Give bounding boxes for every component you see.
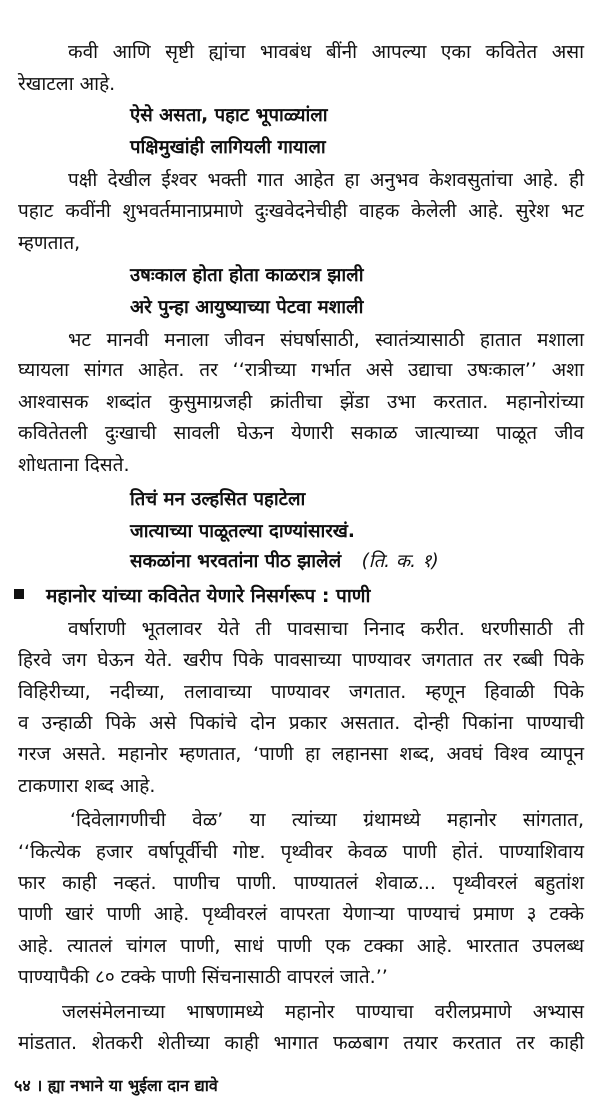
square-bullet-icon	[14, 589, 24, 599]
verse-line: तिचं मन उल्हसित पहाटेला	[130, 489, 306, 510]
verse-line: ऐसे असता, पहाट भूपाळ्यांला	[130, 105, 328, 126]
text-line: टाकणारा शब्द आहे.	[18, 775, 156, 797]
text-line: पाणी खारं पाणी आहे. पृथ्वीवरलं वापरता येणाऱ्या पाण्याचं प्रमाण ३ टक्के	[18, 903, 584, 925]
text-line: म्हणतात,	[18, 232, 81, 254]
text-line: कवी आणि सृष्टी ह्यांचा भावबंध बींनी आपल्या एका कवितेत असा	[68, 41, 584, 63]
text-line: घ्यायला सांगत आहेत. तर ‘‘रात्रीच्या गर्भात असे उद्याचा उषःकाल’’ अशा	[18, 359, 584, 381]
text-line: जलसंमेलनाच्या भाषणामध्ये महानोर पाण्याचा वरीलप्रमाणे अभ्यास	[62, 1001, 584, 1023]
section-heading	[14, 584, 370, 608]
text-line: आहे. त्यातलं चांगल पाणी, साधं पाणी एक टक्का आहे. भारतात उपलब्ध	[18, 935, 584, 957]
page-footer: ५४ । ह्या नभाने या भुईला दान द्यावे	[14, 1076, 218, 1095]
text-line: विहिरीच्या, नदीच्या, तलावाच्या पाण्यावर जगतात. म्हणून हिवाळी पिके	[18, 681, 584, 703]
text-line: कवितेतली दुःखाची सावली घेऊन येणारी सकाळ जात्याच्या पाळूत जीव	[18, 422, 584, 444]
verse-line: अरे पुन्हा आयुष्याच्या पेटवा मशाली	[130, 297, 364, 318]
text-line: पहाट कवींनी शुभवर्तमानाप्रमाणे दुःखवेदनेचीही वाहक केलेली आहे. सुरेश भट	[18, 200, 584, 222]
verse-line	[130, 550, 439, 574]
citation: (ति. क. १)	[361, 551, 439, 572]
verse-line: उषःकाल होता होता काळरात्र झाली	[130, 265, 364, 286]
text-line: रेखाटला आहे.	[18, 73, 116, 95]
text-line: पाण्यापैकी ८० टक्के पाणी सिंचनासाठी वापरलं जाते.’’	[18, 966, 388, 988]
verse-text: सकळांना भरवतांना पीठ झालेलं	[130, 551, 342, 572]
text-line: शोधताना दिसते.	[18, 454, 130, 476]
text-line: वर्षाराणी भूतलावर येते ती पावसाचा निनाद करीत. धरणीसाठी ती	[68, 618, 584, 640]
text-line: भट मानवी मनाला जीवन संघर्षासाठी, स्वातंत्र्यासाठी हातात मशाला	[68, 329, 584, 351]
text-line: मांडतात. शेतकरी शेतीच्या काही भागात फळबाग तयार करतात तर काही	[18, 1032, 584, 1054]
text-line: आश्वासक शब्दांत कुसुमाग्रजही क्रांतीचा झेंडा उभा करतात. महानोरांच्या	[18, 391, 584, 413]
text-line: गरज असते. महानोर म्हणतात, ‘पाणी हा लहानसा शब्द, अवघं विश्व व्यापून	[18, 743, 584, 765]
text-line: फार काही नव्हतं. पाणीच पाणी. पाण्यातलं शेवाळ... पृथ्वीवरलं बहुतांश	[18, 872, 584, 894]
text-line: हिरवे जग घेऊन येते. खरीप पिके पावसाच्या पाण्यावर जगतात तर रब्बी पिके	[18, 649, 584, 671]
text-line: पक्षी देखील ईश्वर भक्ती गात आहेत हा अनुभव केशवसुतांचा आहे. ही	[68, 169, 584, 191]
text-line: व उन्हाळी पिके असे पिकांचे दोन प्रकार असतात. दोन्ही पिकांना पाण्याची	[18, 712, 584, 734]
text-line: ‘दिवेलागणीची वेळ’ या त्यांच्या ग्रंथामध्ये महानोर सांगतात,	[70, 809, 584, 831]
text-line: ‘‘कित्येक हजार वर्षापूर्वीची गोष्ट. पृथ्वीवर केवळ पाणी होतं. पाण्याशिवाय	[18, 841, 584, 863]
verse-line: जात्याच्या पाळूतल्या दाण्यांसारखं.	[130, 521, 355, 542]
verse-line: पक्षिमुखांही लागियली गायाला	[130, 137, 326, 158]
heading-text: महानोर यांच्या कवितेत येणारे निसर्गरूप : पाणी	[46, 585, 371, 607]
